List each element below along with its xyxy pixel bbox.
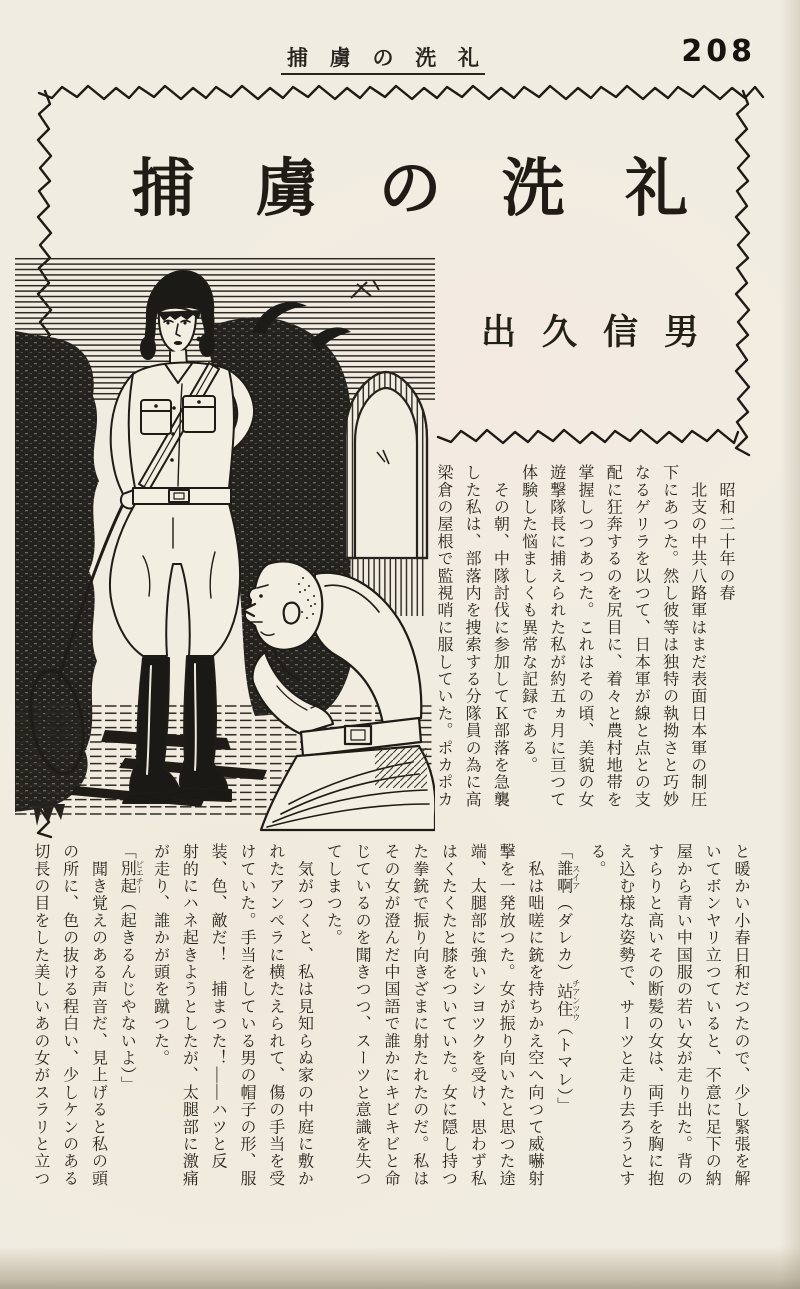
text-column: 掌握しつつあつた。これはその頃、美貌の女 bbox=[575, 464, 593, 808]
ruby-annotated-word: 別起 ピエチー bbox=[118, 860, 145, 895]
text-column: の所に、色の抜ける程白い、少しケンのある bbox=[60, 843, 78, 1187]
text-column: 私は咄嗟に銃を持ちかえ空へ向つて威嚇射 bbox=[525, 843, 543, 1187]
text-column: れたアンペラに横たえられて、傷の手当を受 bbox=[266, 843, 284, 1187]
ear bbox=[284, 603, 300, 624]
text-column: はくたくたと膝をついていた。女に隠し持つ bbox=[439, 843, 457, 1187]
jodhpurs bbox=[110, 504, 240, 656]
page-number: 208 bbox=[681, 34, 756, 69]
text-column: 聞き覚えのある声音だ、見上げると私の頭 bbox=[89, 843, 107, 1187]
bottom-text-block bbox=[32, 843, 754, 1193]
text-column: 北支の中共八路軍はまだ表面日本軍の制圧 bbox=[688, 464, 706, 808]
ruby-annotated-word: 誰啊 スイア bbox=[554, 860, 582, 895]
text-column: え込む様な姿勢で、サーツと走り去ろうとす bbox=[616, 843, 634, 1187]
story-illustration bbox=[15, 256, 435, 833]
running-title bbox=[287, 42, 479, 70]
char: 礼 bbox=[625, 153, 688, 224]
text-column: した私は、部落内を捜索する分隊員の為に高 bbox=[463, 464, 481, 808]
text-column: 昭和二十年の春 bbox=[717, 464, 734, 602]
text-column: る。 bbox=[588, 843, 606, 878]
text-column: 梁倉の屋根で監視哨に服していた。ポカポカ bbox=[434, 464, 452, 808]
char: 虜 bbox=[255, 153, 319, 224]
text-column: 下にあつた。然し彼等は独特の執拗さと巧妙 bbox=[660, 464, 678, 808]
char: 男 bbox=[663, 313, 699, 352]
char: の bbox=[378, 153, 442, 224]
wavy-border-top bbox=[38, 84, 764, 102]
running-title-underline bbox=[281, 73, 485, 75]
text-column: 遊撃隊長に捕えられた私が約五ヵ月に亘つて bbox=[547, 464, 565, 808]
char: 捕 bbox=[287, 46, 308, 70]
char: 洗 bbox=[501, 153, 565, 224]
text-column: じているのを聞きつつ、スーツと意識を失つ bbox=[353, 843, 371, 1187]
text-column: すらりと高いその断髪の女は、両手を胸に抱 bbox=[645, 843, 663, 1187]
char: 虜 bbox=[329, 46, 351, 70]
text-column: なるゲリラを以つて、日本軍が線と点との支 bbox=[632, 464, 650, 808]
text-column: 撃を一発放つた。女が振り向いたと思つた途 bbox=[497, 843, 515, 1187]
text-column: 「別起 ピエチー（起きるんじやないよ）」 bbox=[118, 843, 145, 1094]
text-column: いてボンヤリ立つていると、不意に足下の納 bbox=[703, 843, 721, 1187]
char: 信 bbox=[602, 313, 638, 352]
text-column: 気がつくと、私は見知らぬ家の中庭に敷か bbox=[295, 843, 313, 1187]
text-column: けていた。手当をしている男の帽子の形、服 bbox=[237, 843, 255, 1187]
text-column: 射的にハネ起きようとしたが、太腿部に激痛 bbox=[180, 843, 198, 1187]
text-column: と暖かい小春日和だつたので、少し緊張を解 bbox=[732, 843, 749, 1187]
author-name bbox=[481, 308, 699, 352]
text-column: その女が澄んだ中国語で誰かにキビキビと命 bbox=[381, 843, 399, 1187]
text-column: が走り、誰かが頭を蹴つた。 bbox=[151, 843, 169, 1067]
char: 洗 bbox=[415, 46, 437, 70]
text-column: 配に狂奔するのを尻目に、着々と農村地帯を bbox=[604, 464, 622, 808]
text-column: 体験した悩ましくも異常な記録である。 bbox=[519, 464, 537, 774]
earring bbox=[197, 337, 202, 342]
text-column: 「誰啊 スイア（ダレカ）站住 チアンツウ（トマレ）」 bbox=[554, 843, 582, 1115]
page-right-scan-shadow bbox=[780, 0, 800, 1289]
text-column: 端、太腿部に強いシヨツクを受け、思わず私 bbox=[468, 843, 486, 1187]
wavy-divider-below-author bbox=[437, 428, 739, 446]
text-column: 切長の目をした美しいあの女がスラリと立つ bbox=[31, 843, 49, 1187]
man-belt-buckle bbox=[345, 726, 371, 744]
char: 久 bbox=[541, 313, 577, 352]
text-column: 屋から青い中国服の若い女が走り出た。背の bbox=[674, 843, 692, 1187]
belt-buckle bbox=[169, 490, 189, 502]
char: 出 bbox=[481, 313, 517, 352]
char: の bbox=[372, 46, 394, 70]
text-column: た拳銃で振り向きざまに射たれたのだ。私は bbox=[410, 843, 428, 1187]
ruby-annotated-word: 站住 チアンツウ bbox=[554, 978, 582, 1022]
text-column: 装、色、敵だ！ 捕まつた！――ハツと反 bbox=[209, 843, 227, 1170]
char: 捕 bbox=[132, 153, 195, 224]
char: 礼 bbox=[458, 46, 479, 70]
text-column: てしまつた。 bbox=[324, 843, 342, 947]
intro-text-block bbox=[427, 464, 739, 820]
story-title bbox=[132, 144, 688, 222]
text-column: その朝、中隊討伐に参加してＫ部落を急襲 bbox=[491, 464, 509, 808]
page-bottom-scan-shadow bbox=[0, 1246, 800, 1289]
wavy-border-right bbox=[734, 90, 752, 456]
